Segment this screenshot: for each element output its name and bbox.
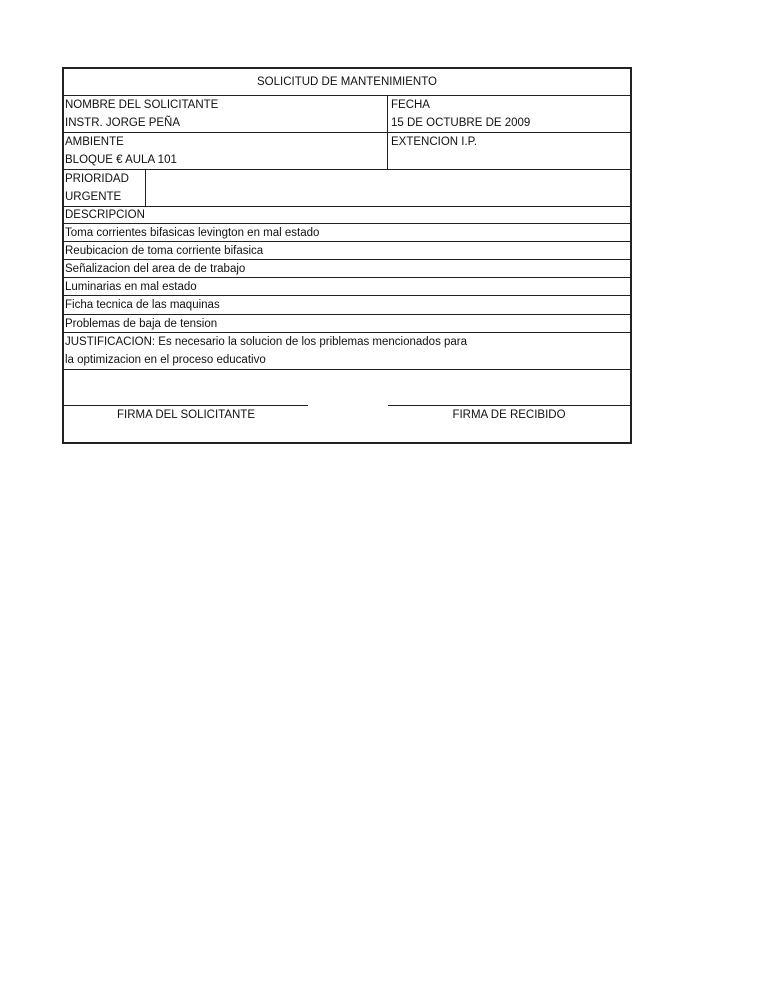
ambiente-label: AMBIENTE	[65, 136, 124, 148]
divider	[64, 132, 630, 133]
prioridad-label: PRIORIDAD	[65, 173, 129, 185]
descripcion-item: Señalizacion del area de de trabajo	[65, 263, 246, 275]
solicitante-label: NOMBRE DEL SOLICITANTE	[65, 99, 219, 111]
descripcion-item: Toma corrientes bifasicas levington en mal estado	[65, 227, 320, 239]
ambiente-value: BLOQUE € AULA 101	[65, 154, 177, 166]
firma-solicitante-label: FIRMA DEL SOLICITANTE	[116, 409, 256, 421]
solicitante-value: INSTR. JORGE PEÑA	[65, 117, 181, 129]
divider	[145, 169, 146, 206]
firma-recibido-label: FIRMA DE RECIBIDO	[452, 409, 566, 421]
fecha-label: FECHA	[391, 99, 430, 111]
descripcion-item: Reubicacion de toma corriente bifasica	[65, 245, 264, 257]
divider	[64, 169, 630, 170]
extension-label: EXTENCION I.P.	[391, 136, 478, 148]
divider	[64, 369, 630, 370]
prioridad-value: URGENTE	[65, 191, 122, 203]
fecha-value: 15 DE OCTUBRE DE 2009	[391, 117, 531, 129]
form-title: SOLICITUD DE MANTENIMIENTO	[257, 76, 437, 88]
justificacion-line1: JUSTIFICACION: Es necesario la solucion de los priblemas mencionados para	[65, 336, 468, 348]
justificacion-line2: la optimizacion en el proceso educativo	[65, 354, 266, 366]
descripcion-item: Problemas de baja de tension	[65, 318, 218, 330]
divider	[64, 206, 630, 207]
descripcion-label: DESCRIPCION	[65, 209, 145, 221]
maintenance-request-form	[62, 67, 632, 444]
descripcion-item: Ficha tecnica de las maquinas	[65, 299, 220, 311]
descripcion-item: Luminarias en mal estado	[65, 281, 197, 293]
